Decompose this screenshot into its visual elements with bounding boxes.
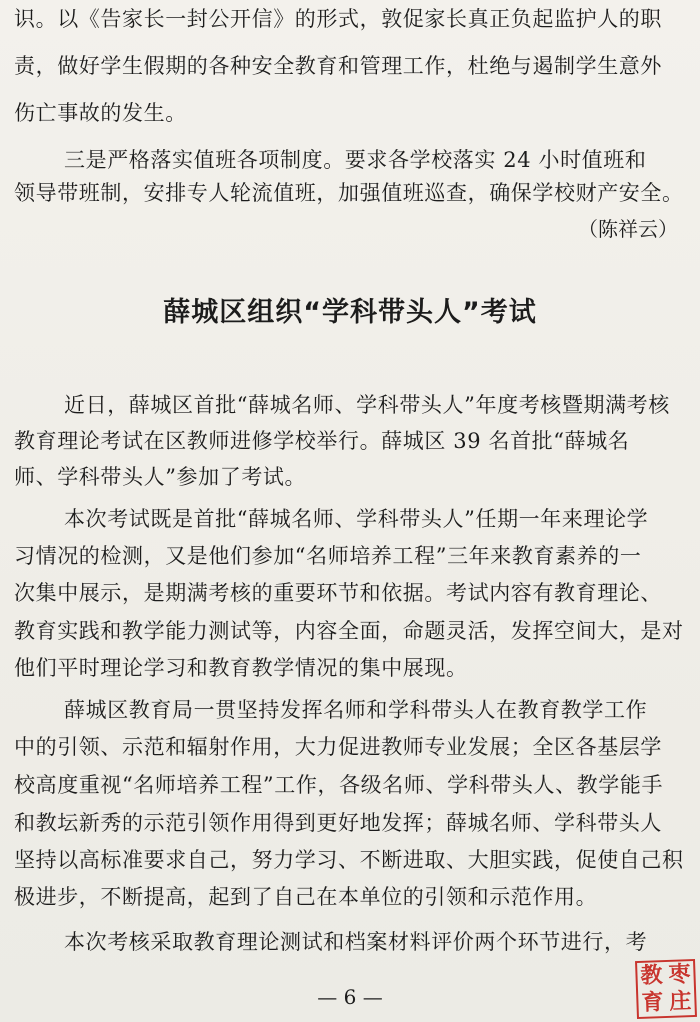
text-line: 识。以《告家长一封公开信》的形式，敦促家长真正负起监护人的职 (14, 7, 662, 31)
stamp-char: 育 (640, 989, 664, 1016)
stamp-char: 枣 (668, 961, 691, 988)
text-line: 次集中展示，是期满考核的重要环节和依据。考试内容有教育理论、 (14, 581, 662, 605)
text-line: 他们平时理论学习和教育教学情况的集中展现。 (14, 656, 468, 680)
text-line: 师、学科带头人”参加了考试。 (14, 465, 307, 489)
text-line: 责，做好学生假期的各种安全教育和管理工作，杜绝与遏制学生意外 (14, 54, 662, 78)
text-line: 教育实践和教学能力测试等，内容全面，命题灵活，发挥空间大，是对 (14, 619, 684, 643)
text-line: 本次考核采取教育理论测试和档案材料评价两个环节进行，考 (64, 930, 648, 954)
stamp-char: 教 (640, 962, 663, 989)
text-line: 近日，薛城区首批“薛城名师、学科带头人”年度考核暨期满考核 (64, 393, 670, 417)
stamp-char: 庄 (668, 988, 692, 1015)
text-line: 三是严格落实值班各项制度。要求各学校落实 24 小时值班和 (64, 148, 647, 172)
text-line: 教育理论考试在区教师进修学校举行。薛城区 39 名首批“薛城名 (14, 429, 630, 453)
text-line: 本次考试既是首批“薛城名师、学科带头人”任期一年来理论学 (64, 507, 649, 531)
text-line: 中的引领、示范和辐射作用，大力促进教师专业发展；全区各基层学 (14, 735, 662, 759)
author-signature: （陈祥云） (578, 217, 678, 241)
text-line: 坚持以高标准要求自己，努力学习、不断进取、大胆实践，促使自己积 (14, 848, 684, 872)
text-line: 校高度重视“名师培养工程”工作，各级名师、学科带头人、教学能手 (14, 773, 664, 797)
page-number: — 6 — (317, 985, 383, 1009)
text-line: 薛城区教育局一贯坚持发挥名师和学科带头人在教育教学工作 (64, 698, 648, 722)
text-line: 极进步，不断提高，起到了自己在本单位的引领和示范作用。 (14, 885, 598, 909)
text-line: 领导带班制，安排专人轮流值班，加强值班巡查，确保学校财产安全。 (14, 181, 684, 205)
article-title: 薛城区组织“学科带头人”考试 (163, 297, 537, 328)
red-seal-stamp (635, 959, 697, 1019)
text-line: 伤亡事故的发生。 (14, 101, 187, 125)
text-line: 习情况的检测，又是他们参加“名师培养工程”三年来教育素养的一 (14, 544, 642, 568)
text-line: 和教坛新秀的示范引领作用得到更好地发挥；薛城名师、学科带头人 (14, 811, 662, 835)
